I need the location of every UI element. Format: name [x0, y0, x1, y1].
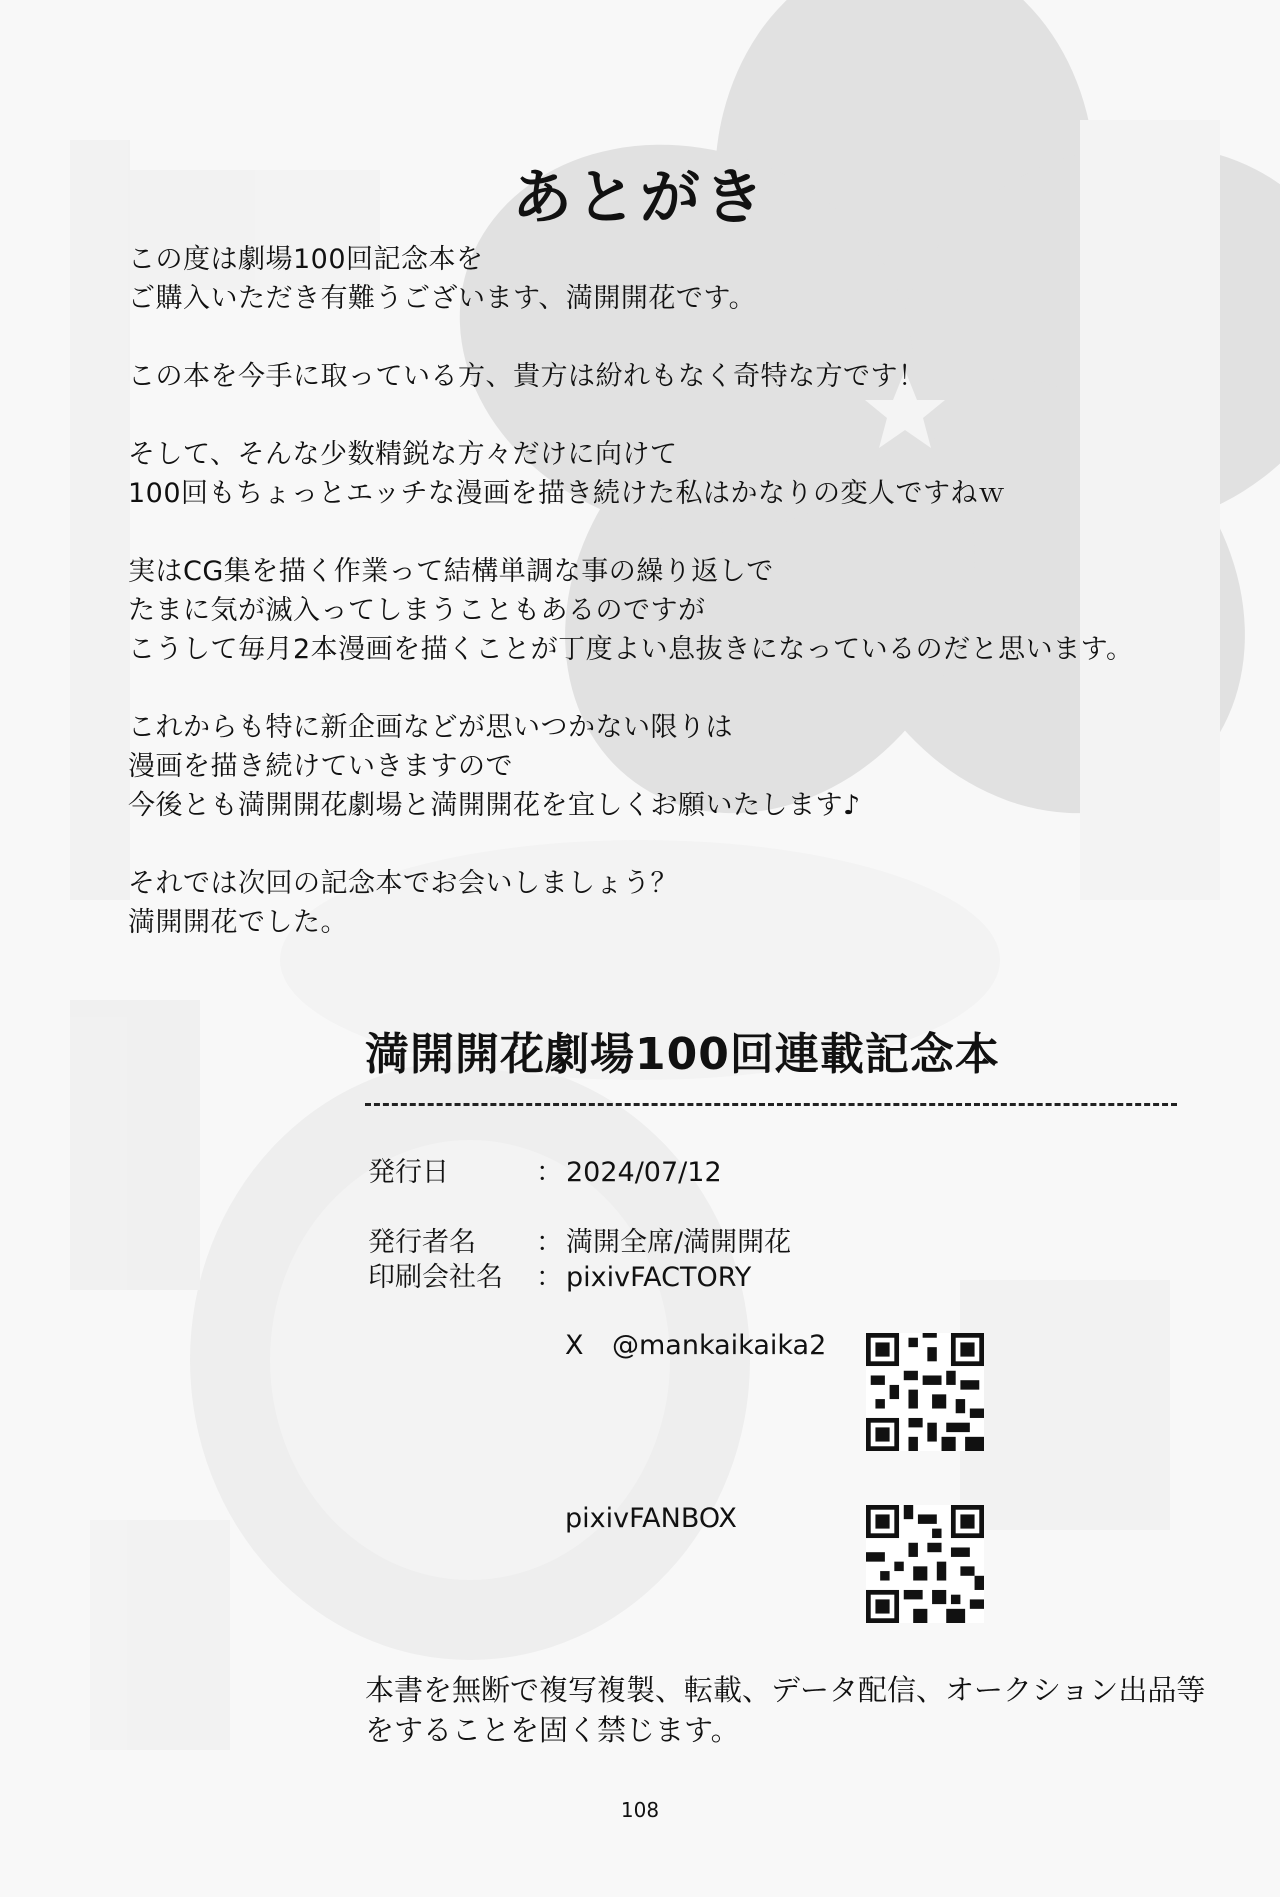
publish-date-label: 発行日 [368, 1157, 449, 1188]
printer-row [368, 1255, 751, 1294]
notice-line: 本書を無断で複写複製、転載、データ配信、オークション出品等 [365, 1673, 1206, 1707]
page-number: 108 [620, 1798, 660, 1822]
afterword-body [128, 240, 1188, 981]
text-line: 満開開花でした。 [128, 907, 348, 938]
dashed-divider [365, 1103, 1177, 1106]
text-line: こうして毎月2本漫画を描くことが丁度よい息抜きになっているのだと思います。 [128, 634, 1134, 665]
publish-date-row [368, 1150, 722, 1189]
text-line: 今後とも満開開花劇場と満開開花を宜しくお願いたします♪ [128, 790, 861, 821]
copyright-notice [365, 1670, 1206, 1750]
afterword-paragraph [128, 552, 1188, 669]
separator: ： [536, 1262, 563, 1293]
afterword-paragraph [128, 240, 1188, 318]
notice-line: をすることを固く禁じます。 [365, 1713, 740, 1747]
text-line: ご購入いただき有難うございます、満開開花です。 [128, 283, 757, 314]
publisher-value: 満開全席/満開開花 [566, 1227, 792, 1258]
printer-label: 印刷会社名 [368, 1262, 503, 1293]
separator: ： [536, 1157, 563, 1188]
publisher-row [368, 1220, 791, 1259]
x-handle: @mankaikaika2 [612, 1330, 827, 1361]
publish-date-value: 2024/07/12 [566, 1157, 722, 1188]
x-label: X [565, 1330, 584, 1361]
text-line: この度は劇場100回記念本を [128, 244, 484, 275]
afterword-paragraph [128, 708, 1188, 825]
text-line: 実はCG集を描く作業って結構単調な事の繰り返しで [128, 556, 774, 587]
text-line: たまに気が滅入ってしまうこともあるのですが [128, 595, 706, 626]
text-line: 100回もちょっとエッチな漫画を描き続けた私はかなりの変人ですねｗ [128, 478, 1006, 509]
afterword-paragraph [128, 435, 1188, 513]
printer-value: pixivFACTORY [566, 1262, 752, 1293]
fanbox-qr-code[interactable] [866, 1505, 984, 1623]
afterword-paragraph [128, 357, 1188, 396]
afterword-paragraph [128, 864, 1188, 942]
text-line: 漫画を描き続けていきますので [128, 751, 513, 782]
separator: ： [536, 1227, 563, 1258]
x-qr-code[interactable] [866, 1333, 984, 1451]
text-line: これからも特に新企画などが思いつかない限りは [128, 712, 733, 743]
fanbox-label: pixivFANBOX [565, 1503, 737, 1534]
text-line: この本を今手に取っている方、貴方は紛れもなく奇特な方です！ [128, 361, 926, 392]
colophon-title: 満開開花劇場100回連載記念本 [365, 1029, 1000, 1080]
afterword-heading: あとがき [512, 163, 768, 233]
publisher-label: 発行者名 [368, 1227, 476, 1258]
text-line: そして、そんな少数精鋭な方々だけに向けて [128, 439, 678, 470]
text-line: それでは次回の記念本でお会いしましょう？ [128, 868, 678, 899]
